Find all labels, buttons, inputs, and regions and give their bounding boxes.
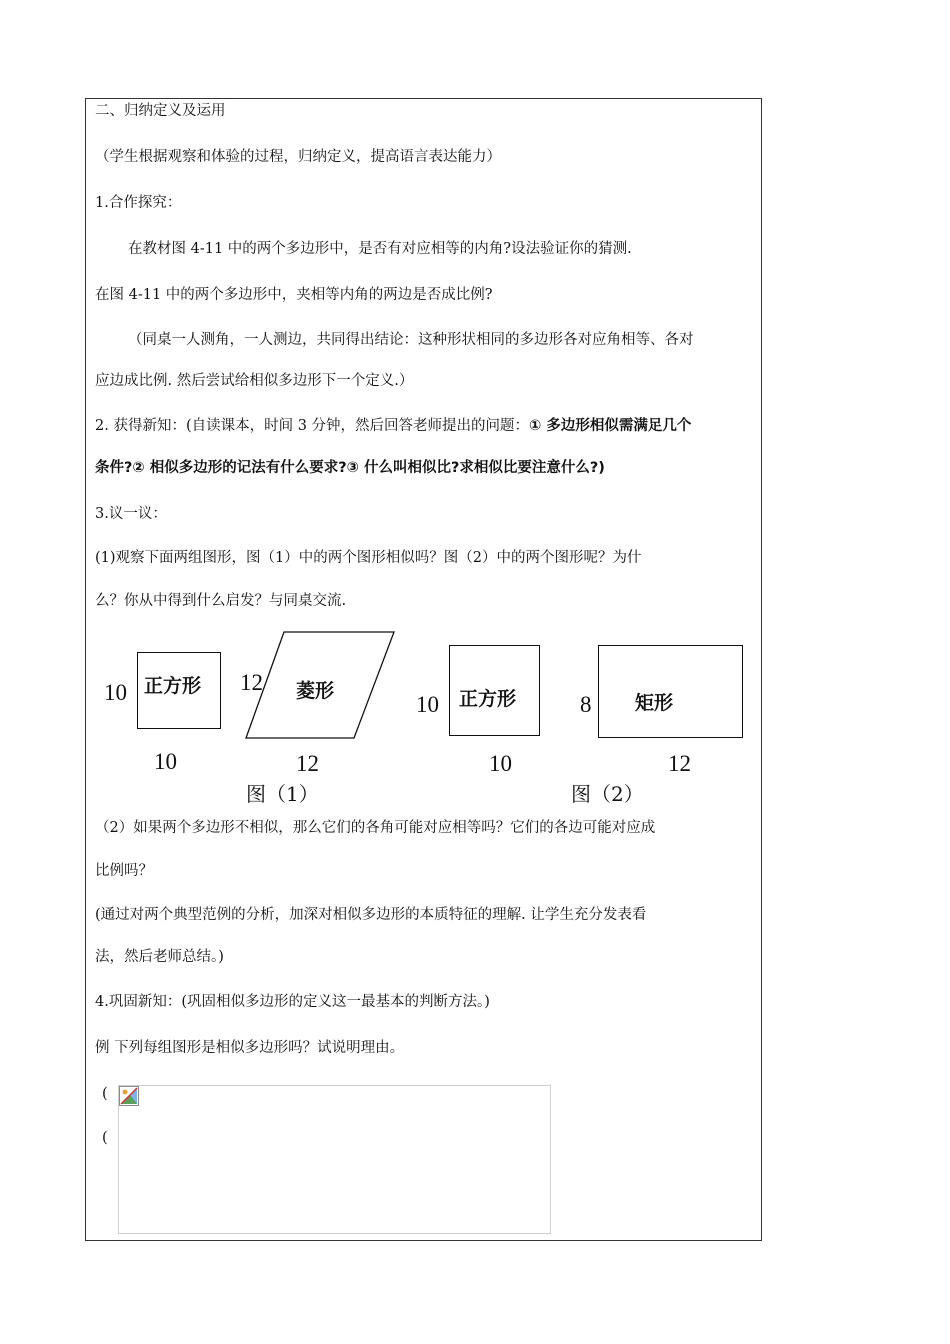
- example-prompt: 例 下列每组图形是相似多边形吗？试说明理由。: [95, 1040, 405, 1056]
- section-2-line-1: [95, 419, 691, 434]
- fig1-square-side-label: 10: [104, 680, 127, 705]
- section-1-paragraph-3-line-2: 应边成比例. 然后尝试给相似多边形下一个定义.）: [95, 373, 414, 389]
- section-2-questions-start: ① 多边形相似需满足几个: [529, 418, 692, 434]
- section-3-note-line-1: (通过对两个典型范例的分析，加深对相似多边形的本质特征的理解. 让学生充分发表看: [95, 907, 647, 923]
- fig2-square-bottom-label: 10: [489, 751, 512, 776]
- section-3-note-line-2: 法，然后老师总结。): [95, 949, 224, 965]
- fig1-rhombus-side-label: 12: [240, 670, 263, 695]
- fig2-rectangle-bottom-label: 12: [668, 751, 691, 776]
- section-1-title: 1.合作探究：: [95, 195, 182, 211]
- section-1-paragraph-1: 在教材图 4-11 中的两个多边形中，是否有对应相等的内角?设法验证你的猜测.: [128, 241, 632, 257]
- section-3-question-2-line-2: 比例吗？: [95, 863, 153, 879]
- fig2-rectangle-side-label: 8: [580, 692, 592, 717]
- section-heading: 二、归纳定义及运用: [95, 103, 226, 119]
- fig1-square-name: 正方形: [144, 675, 202, 697]
- broken-image-icon: [119, 1086, 139, 1106]
- section-1-paragraph-3-line-1: （同桌一人测角，一人测边，共同得出结论：这种形状相同的多边形各对应角相等、各对: [128, 332, 694, 348]
- section-3-question-1-line-1: (1)观察下面两组图形，图（1）中的两个图形相似吗？图（2）中的两个图形呢？为什: [95, 550, 642, 566]
- fig2-rectangle-name: 矩形: [635, 692, 674, 714]
- fig1-rhombus-name: 菱形: [296, 680, 335, 702]
- section-1-paragraph-2: 在图 4-11 中的两个多边形中，夹相等内角的两边是否成比例?: [95, 287, 493, 303]
- paren-1: (: [102, 1086, 108, 1102]
- fig2-square-name: 正方形: [459, 688, 517, 710]
- fig1-square-bottom-label: 10: [154, 749, 177, 774]
- section-2-line-2: 条件?② 相似多边形的记法有什么要求?③ 什么叫相似比?求相似比要注意什么?): [95, 460, 605, 476]
- section-3-title: 3.议一议：: [95, 506, 167, 522]
- fig1-caption: 图（1）: [246, 782, 319, 806]
- section-4-title: 4.巩固新知：(巩固相似多边形的定义这一最基本的判断方法。): [95, 994, 490, 1010]
- fig2-square-side-label: 10: [416, 692, 439, 717]
- section-3-question-1-line-2: 么？你从中得到什么启发？与同桌交流.: [95, 593, 347, 609]
- fig2-caption: 图（2）: [571, 782, 644, 806]
- fig1-rhombus-bottom-label: 12: [296, 751, 319, 776]
- section-2-text: 2. 获得新知：(自读课本，时间 3 分钟，然后回答老师提出的问题：: [95, 418, 530, 434]
- paren-2: (: [102, 1130, 108, 1146]
- example-image-placeholder: [118, 1085, 551, 1234]
- section-3-question-2-line-1: （2）如果两个多边形不相似，那么它们的各角可能对应相等吗？它们的各边可能对应成: [95, 820, 656, 836]
- intro-text: （学生根据观察和体验的过程，归纳定义，提高语言表达能力）: [95, 149, 501, 165]
